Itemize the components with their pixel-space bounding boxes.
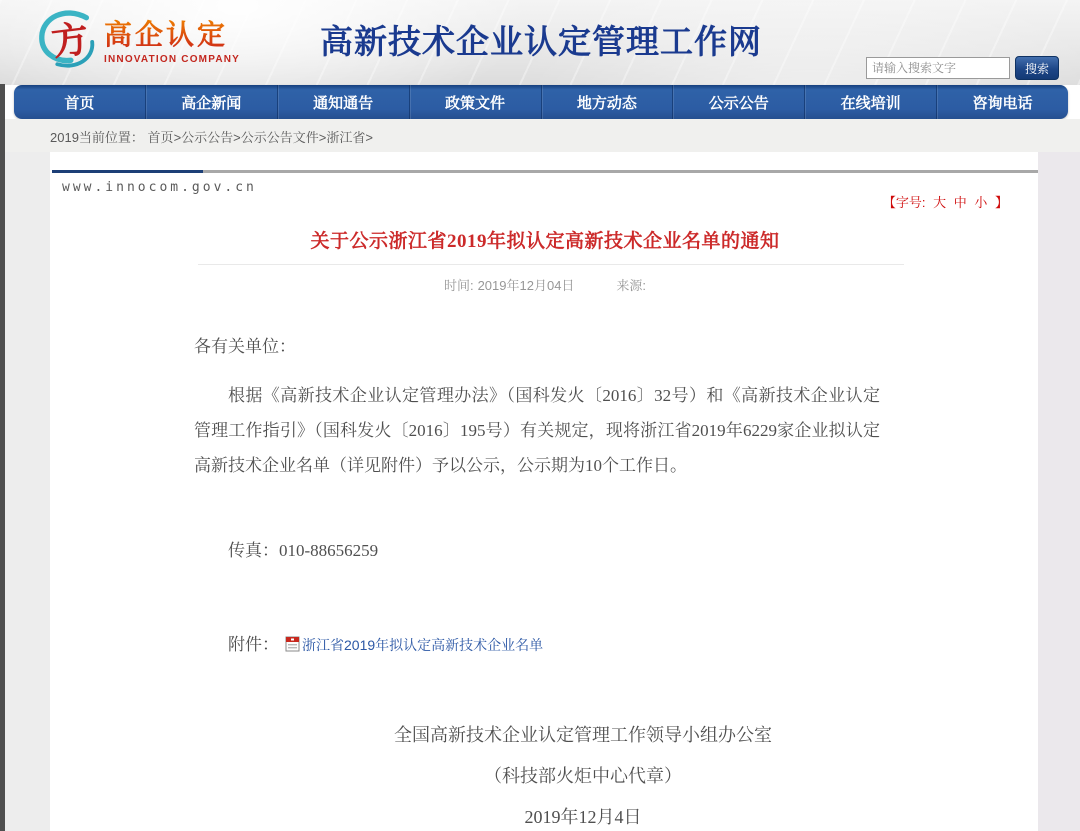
breadcrumb-separator: > — [318, 130, 327, 145]
right-gutter — [1038, 152, 1080, 831]
attachment-file-icon[interactable] — [285, 636, 300, 657]
breadcrumb-separator: > — [365, 130, 373, 145]
fax-line: 传真：010-88656259 — [228, 541, 379, 560]
logo-en-text: INNOVATION COMPANY — [104, 54, 241, 65]
breadcrumb — [50, 127, 373, 146]
meta-divider — [198, 264, 904, 265]
font-size-large-button[interactable]: 大 — [933, 195, 947, 210]
breadcrumb-item-zhejiang[interactable]: 浙江省 — [326, 130, 366, 145]
site-title: 高新技术企业认定管理工作网 — [320, 25, 762, 61]
salutation: 各有关单位： — [194, 337, 296, 356]
article-panel — [52, 152, 1038, 831]
signature-org: 全国高新技术企业认定管理工作领导小组办公室 — [394, 725, 772, 745]
panel-top-rule — [52, 170, 1038, 173]
logo-swirl-icon — [36, 8, 98, 70]
signature-stamp: （科技部火炬中心代章） — [484, 766, 682, 786]
nav-item-policy[interactable]: 政策文件 — [409, 85, 541, 119]
breadcrumb-separator: > — [173, 130, 182, 145]
attachment-link[interactable]: 浙江省2019年拟认定高新技术企业名单 — [302, 637, 544, 653]
attachment-label: 附件： — [228, 635, 279, 654]
svg-text:方: 方 — [49, 18, 91, 64]
meta-time-label: 时间: — [443, 278, 474, 293]
article-meta — [52, 275, 1038, 294]
nav-item-training[interactable]: 在线培训 — [804, 85, 936, 119]
nav-item-announcements[interactable]: 公示公告 — [672, 85, 804, 119]
font-size-medium-button[interactable]: 中 — [953, 195, 967, 210]
attachment-row — [194, 630, 543, 657]
header-banner — [0, 0, 1080, 85]
font-size-small-button[interactable]: 小 — [974, 195, 988, 210]
breadcrumb-item-announcement-files[interactable]: 公示公告文件 — [240, 130, 319, 145]
nav-item-home[interactable]: 首页 — [64, 94, 95, 112]
article-title: 关于公示浙江省2019年拟认定高新技术企业名单的通知 — [310, 231, 780, 252]
font-size-label-close: 】 — [994, 195, 1008, 210]
breadcrumb-label: 2019当前位置： — [50, 130, 144, 145]
search-bar — [866, 56, 1059, 80]
article-paragraph: 根据《高新技术企业认定管理办法》（国科发火〔2016〕32号）和《高新技术企业认定管理工作指引》（国科发火〔2016〕195号）有关规定，现将浙江省2019年6229家企业拟认定高新技术企业名单（详见附件）予以公示，公示期为10个工作日。 — [194, 386, 880, 475]
breadcrumb-item-home[interactable]: 首页 — [147, 130, 174, 145]
nav-item-phone[interactable]: 咨询电话 — [936, 85, 1068, 119]
signature-date: 2019年12月4日 — [524, 807, 642, 827]
logo-text — [104, 13, 240, 65]
font-size-label-open: 【字号: — [882, 195, 926, 210]
breadcrumb-item-announcements[interactable]: 公示公告 — [181, 130, 234, 145]
main-nav — [14, 85, 1068, 119]
font-size-widget — [881, 192, 1010, 211]
nav-item-local[interactable]: 地方动态 — [541, 85, 673, 119]
meta-time-value: 2019年12月04日 — [477, 278, 575, 293]
search-button[interactable]: 搜索 — [1015, 56, 1059, 80]
signature-block — [233, 715, 933, 831]
breadcrumb-separator: > — [233, 130, 241, 145]
site-logo[interactable] — [36, 8, 240, 70]
logo-cn-text: 高企认定 — [104, 13, 240, 53]
nav-item-news[interactable]: 高企新闻 — [145, 85, 277, 119]
site-url-text: www.innocom.gov.cn — [62, 180, 257, 195]
nav-item-notices[interactable]: 通知通告 — [277, 85, 409, 119]
breadcrumb-bar — [0, 119, 1080, 152]
meta-source-label: 来源: — [616, 278, 647, 293]
search-input[interactable] — [866, 57, 1010, 79]
left-gutter — [5, 152, 50, 831]
